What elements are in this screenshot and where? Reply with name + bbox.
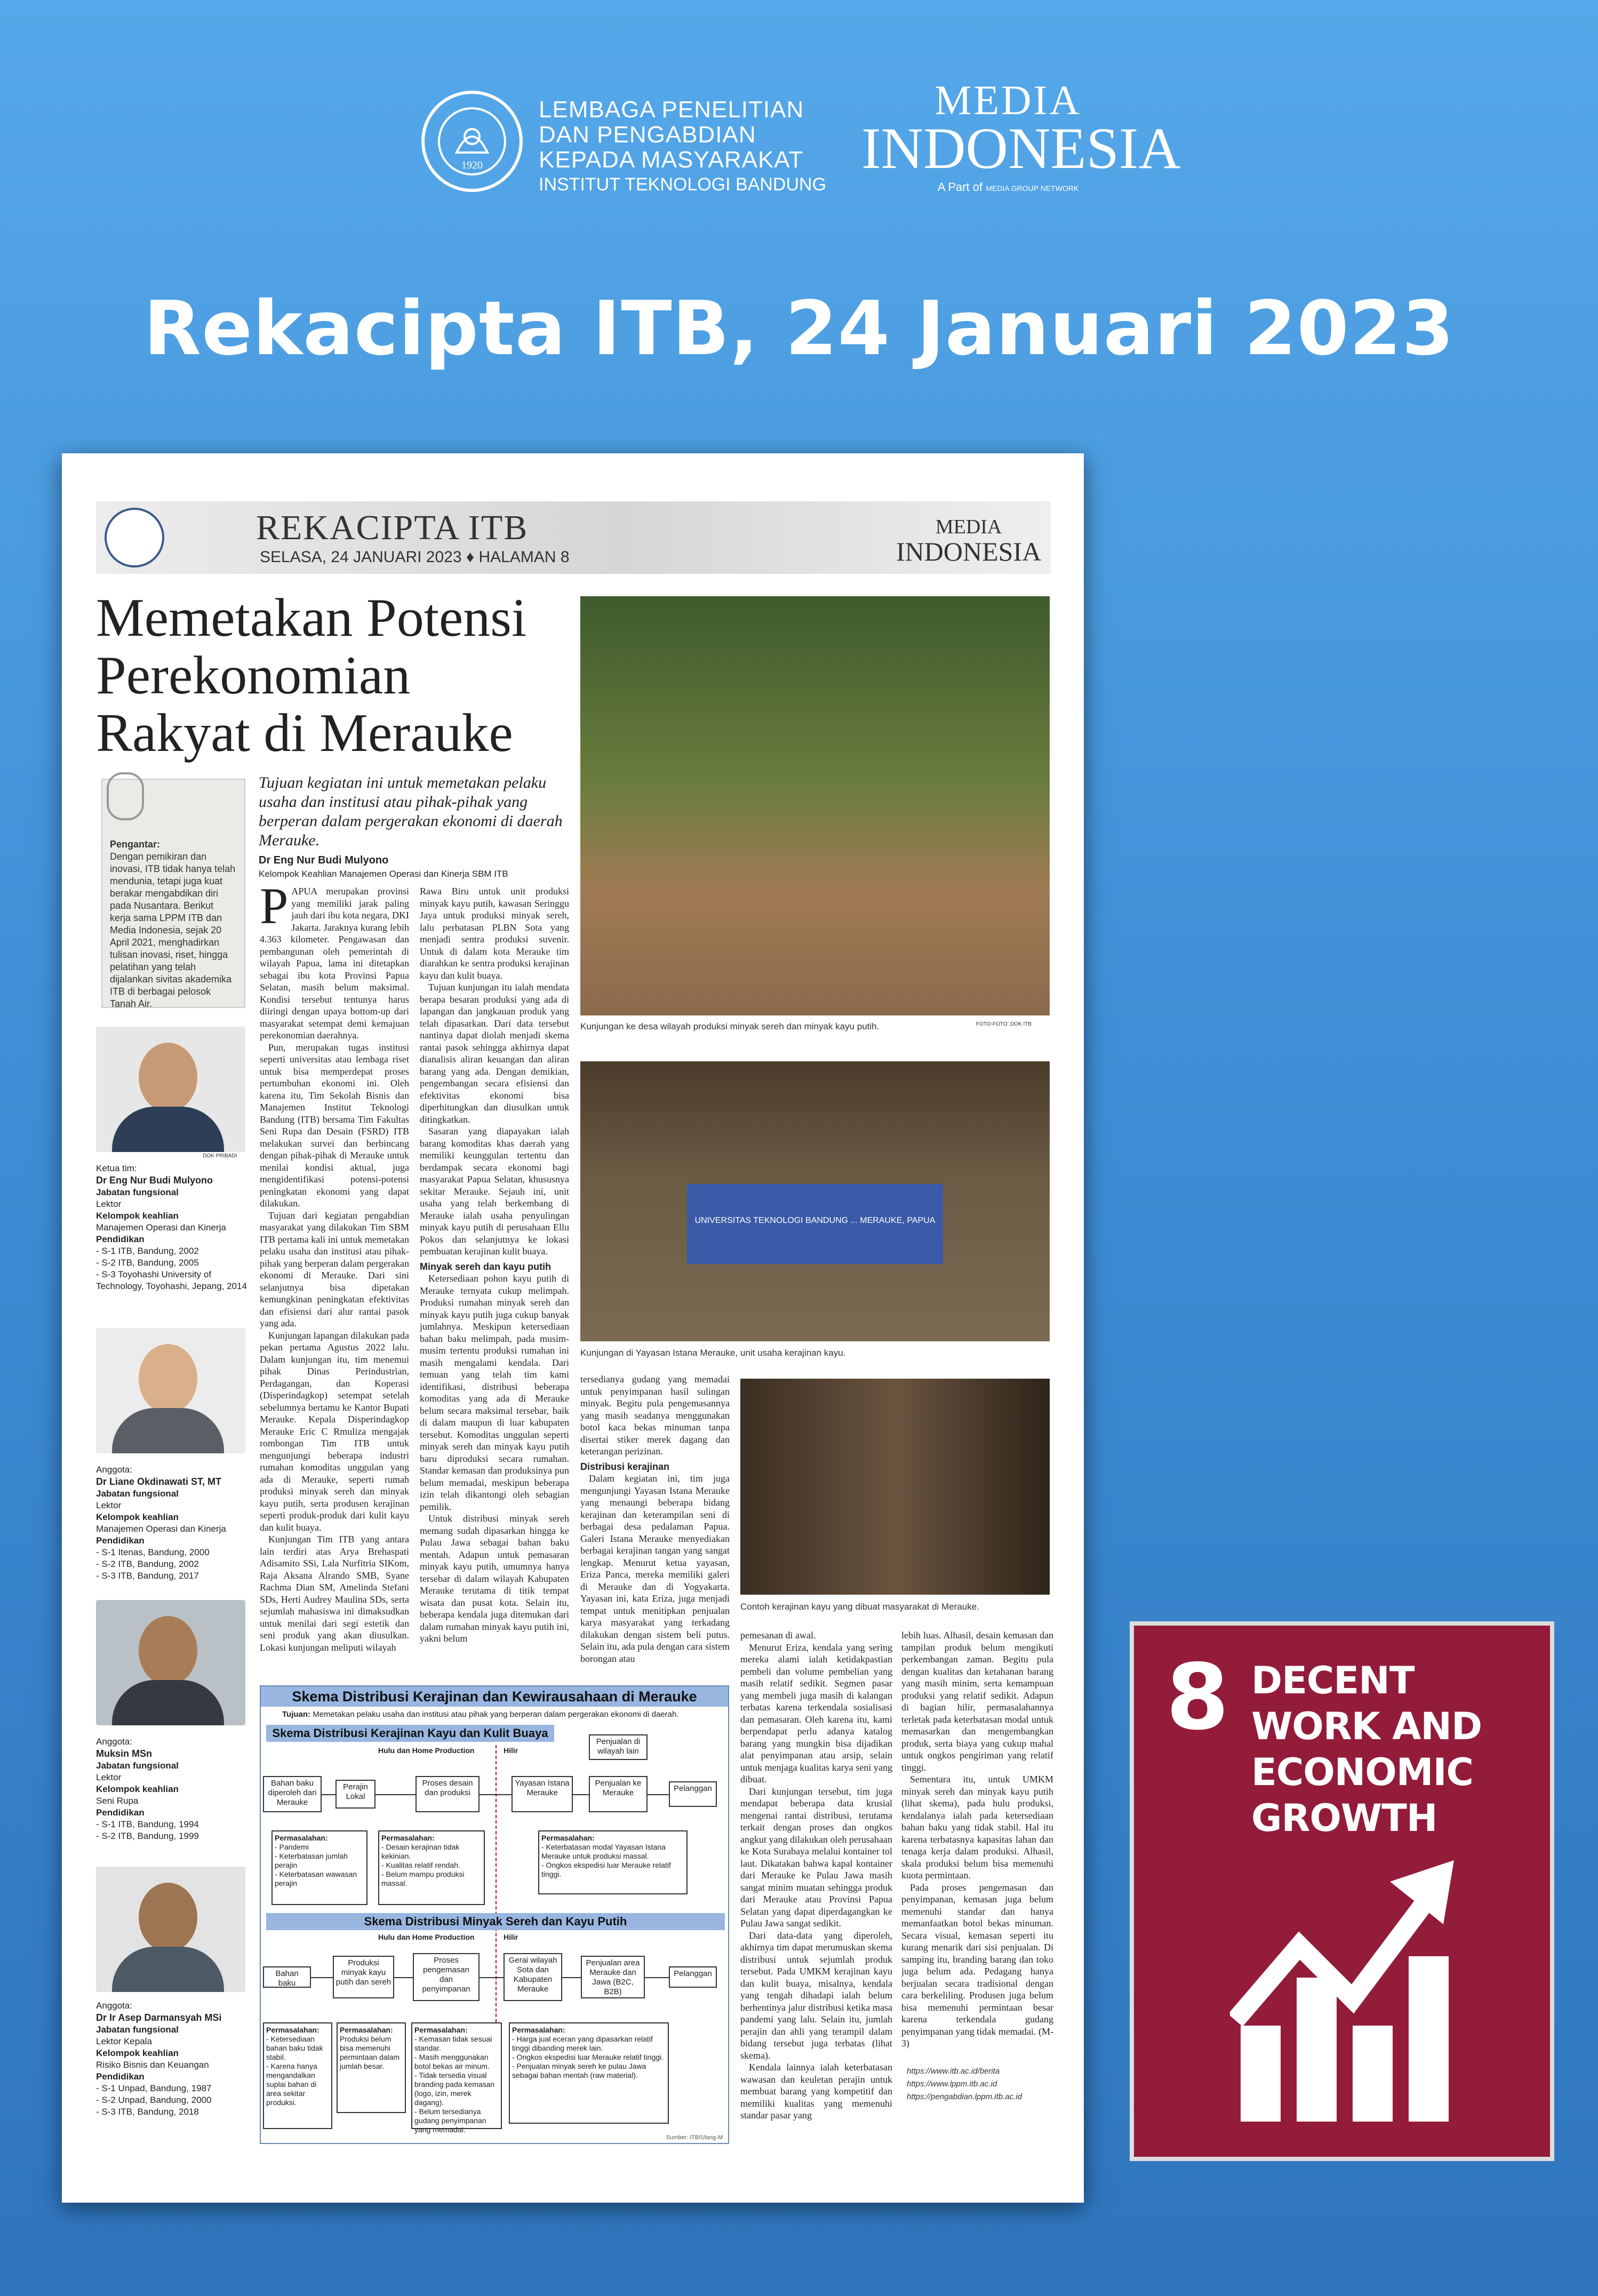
paragraph: Tujuan kunjungan itu ialah mendata berapa besaran produksi yang ada di lapangan dan jangkauan produk yang telah dipasarkan. Dari data tersebut nantinya dapat diolah menjadi skema rantai pasok sehingga akhirnya dapat dianalisis aliran keuangan dan aliran barang yang ada. Dengan demikian, pengembangan secara efisiensi dan efektivitas ekonomi bisa diperhitungkan dan diusulkan untuk ditingkatkan.	[420, 982, 569, 1125]
bio-name: Muksin MSn	[96, 1748, 153, 1759]
mi-part-label: A Part of	[937, 180, 983, 194]
photo-caption-2: Kunjungan di Yayasan Istana Merauke, unit usaha kerajinan kayu.	[580, 1348, 846, 1358]
bio-name: Dr Ir Asep Darmansyah MSi	[96, 2012, 222, 2023]
paragraph: lebih luas. Alhasil, desain kemasan dan tampilan produk belum mengikuti perkembangan zaman. Begitu pula dengan kualitas dan ketahanan barang yang masih minim, serta kemampuan produksi yang relatif sedikit. Adapun di bagian hilir, permasalahannya terletak pada keterbatasan modal untuk memasarkan dan mengembangkan produk, serta biaya yang cukup mahal untuk ongkos pengiriman yang relatif tinggi.	[901, 1630, 1053, 1773]
page-title: Rekacipta ITB, 24 Januari 2023	[143, 285, 1455, 372]
problem-text: - Ketersediaan bahan baku tidak stabil. - Karena hanya mengandalkan suplai bahan di area sekitar produksi.	[266, 2035, 323, 2107]
bio-value: Lektor	[96, 1500, 122, 1510]
paragraph: Kendala lainnya ialah keterbatasan wawasan dan keuletan perajin untuk membuat barang yang kompetitif dan memiliki kualitas yang memenuhi standar pasar yang	[740, 2062, 892, 2121]
bio-label: Jabatan fungsional	[96, 1761, 179, 1771]
problem-text: - Kemasan tidak sesuai standar. - Masih menggunakan botol bekas air minum. - Tidak tersedia visual branding pada kemasan (logo, izin, merek dagang). - Belum tersedianya gudang penyimpanan yang memadai.	[414, 2035, 495, 2134]
bio-value: - S-1 Unpad, Bandung, 1987 - S-2 Unpad, Bandung, 2000 - S-3 ITB, Bandung, 2018	[96, 2083, 212, 2117]
article-col-3	[580, 1373, 730, 1680]
article-headline: Memetakan Potensi Perekonomian Rakyat di Merauke	[96, 588, 527, 763]
goal-text: Memetakan pelaku usaha dan institusi atau pihak yang berperan dalam pergerakan ekonomi di daerah.	[313, 1710, 679, 1719]
s2-box: Bahan baku	[263, 1966, 311, 1988]
bio-name: Dr Liane Okdinawati ST, MT	[96, 1476, 222, 1487]
s2-box: Produksi minyak kayu putih dan sereh	[333, 1956, 394, 1998]
photo-credit-1: FOTO-FOTO: DOK ITB	[976, 1021, 1032, 1027]
bio-label: Kelompok keahlian	[96, 1211, 179, 1221]
paragraph: Dari kunjungan tersebut, tim juga mendapat beberapa data krusial mengenai rantai distribusi, terutama terkait dengan proses dan ongkos angkut yang dilakukan oleh perusahaan ke Kota Surabaya melalui kontainer tol laut. Dikatakan bahwa kapal kontainer dari Merauke ke Pulau Jawa masih sangat minim muatan sehingga produk dari Merauke atau Provinsi Papua Selatan yang dapat diperdagangkan ke Pulau Jawa sangat sedikit.	[740, 1786, 892, 1929]
hulu-label: Hulu dan Home Production	[378, 1746, 475, 1755]
bio-4	[96, 2000, 248, 2118]
arrow	[480, 1794, 512, 1795]
header-mi-line2: INDONESIA	[896, 537, 1042, 566]
s2-problem-4	[509, 2022, 669, 2124]
arrow	[562, 1977, 581, 1978]
distribution-diagram	[260, 1685, 729, 2144]
photo-caption-3: Contoh kerajinan kayu yang dibuat masyarakat di Merauke.	[740, 1602, 979, 1612]
media-indonesia-logo	[861, 77, 1181, 194]
photo-asep	[96, 1867, 245, 1992]
photo-liane	[96, 1328, 245, 1453]
article-deck: Tujuan kegiatan ini untuk memetakan pelaku usaha dan institusi atau pihak-pihak yang berperan dalam pergerakan ekonomi di daerah Merauke.	[259, 774, 563, 849]
paragraph: Kunjungan Tim ITB yang antara lain terdiri atas Arya Brehaspati Adisamito SSi, Lala Nurfitria SIKom, Raja Aksana Alrando SMB, Syane Rachma Dian SM, Amelinda Stefani SDs, Herti Audrey Maulina SDs, serta sejumlah mahasiswa ini dimaksudkan untuk menilai dari segi estetik dan seni produk yang akan diusulkan. Lokasi kunjungan meliputi wilayah	[260, 1534, 409, 1653]
article-col-1	[260, 885, 409, 1683]
arrow	[573, 1794, 589, 1795]
note-title: Pengantar:	[110, 839, 161, 850]
bio-label: Jabatan fungsional	[96, 2025, 179, 2035]
bio-role: Ketua tim:	[96, 1163, 137, 1173]
arrow	[645, 1977, 669, 1978]
bio-value: Lektor Kepala	[96, 2036, 152, 2046]
bio-value: Risiko Bisnis dan Keuangan	[96, 2060, 209, 2070]
paragraph: Menurut Eriza, kendala yang sering mereka alami ialah ketidakpastian pembeli dan volume pembelian yang masih relatif sedikit. Segmen pasar yang membeli juga masih di kalangan terbatas karena terkendala sosialisasi dan pemasaran. Oleh karena itu, kami berpendapat perlu adanya katalog barang yang mungkin bisa dijadikan alat penyimpanan atau arsip, selain untuk menjaga kualitas karya seni yang dibuat.	[740, 1642, 892, 1785]
bio-label: Kelompok keahlian	[96, 1784, 179, 1794]
link-pengabdian[interactable]: https://pengabdian.lppm.itb.ac.id	[907, 2092, 1022, 2101]
growth-chart-icon	[1230, 1850, 1470, 2127]
paragraph: APUA merupakan provinsi yang memiliki jarak paling jauh dari ibu kota negara, DKI Jakarta. Jaraknya kurang lebih 4.363 kilometer. Pengawasan dan pembangunan oleh pemerintah di wilayah Papua, lama ini ditetapkan sebagai ibu kota Provinsi Papua Selatan, masih belum maksimal. Kondisi tersebut tentunya harus diiringi dengan upaya bottom-up dari masyarakat setempat demi kemajuan perekonomian daerahnya.	[260, 886, 409, 1041]
arrow	[394, 1977, 413, 1978]
bio-value: Manajemen Operasi dan Kinerja	[96, 1524, 226, 1534]
s1-box: Perajin Lokal	[335, 1780, 375, 1809]
header-mi-line1: MEDIA	[935, 516, 1002, 538]
bio-value: Manajemen Operasi dan Kinerja	[96, 1222, 226, 1233]
article-col-4	[740, 1629, 892, 2184]
subheading: Minyak sereh dan kayu putih	[420, 1261, 552, 1272]
mi-logo-line1: MEDIA	[934, 77, 1082, 123]
article-col-5	[901, 1629, 1053, 2061]
bio-value: Lektor	[96, 1772, 122, 1782]
lppm-logo-text	[539, 97, 826, 197]
bio-label: Pendidikan	[96, 1807, 145, 1818]
scheme-1-title: Skema Distribusi Kerajinan Kayu dan Kulit Buaya	[266, 1725, 554, 1742]
paragraph: Pada proses pengemasan dan penyimpanan, kemasan juga belum memenuhi standar dan hanya memanfaatkan botol bekas minuman. Secara visual, kemasan seperti itu kurang menarik dari sisi penjualan. Di samping itu, branding barang dan toko juga belum ada. Pedagang hanya berjualan secara tradisional dengan cara berkeliling. Produsen juga belum bisa memenuhi permintaan besar karena terkendala gudang penyimpanan yang tidak memadai. (M-3)	[901, 1882, 1053, 2049]
hilir-label: Hilir	[504, 1746, 518, 1755]
problem-label: Permasalahan:	[512, 2026, 565, 2034]
sdg-title	[1251, 1658, 1550, 1841]
s1-problem-3	[538, 1830, 688, 1894]
arrow	[375, 1794, 416, 1795]
sdg-title-line1: DECENT WORK AND	[1251, 1659, 1482, 1748]
s2-problem-3	[411, 2022, 502, 2134]
s2-box: Pelanggan	[669, 1966, 717, 1988]
header-itb-seal-icon	[105, 508, 164, 567]
mi-network-label: MEDIA GROUP NETWORK	[986, 184, 1079, 193]
sdg-title-line2: ECONOMIC GROWTH	[1251, 1750, 1473, 1840]
problem-label: Permasalahan:	[275, 1834, 328, 1842]
arrow	[480, 1977, 504, 1978]
sdg-8-tile	[1130, 1621, 1554, 2161]
paragraph: pemesanan di awal.	[740, 1630, 816, 1641]
diagram-goal	[282, 1710, 679, 1719]
author-affiliation: Kelompok Keahlian Manajemen Operasi dan Kinerja SBM ITB	[259, 869, 508, 879]
paragraph: Dari data-data yang diperoleh, akhirnya tim dapat merumuskan skema distribusi untuk sejumlah produk tersebut. Pada UMKM kerajinan kayu dan kulit buaya, misalnya, kendala yang tengah dihadapi ialah belum berhentinya jalur distribusi ketika masa pandemi yang lalu. Selain itu, jumlah perajin dan ahli yang terampil dalam bidang tersebut juga terbatas (lihat skema).	[740, 1930, 892, 2061]
diagram-title: Skema Distribusi Kerajinan dan Kewirausahaan di Merauke	[261, 1686, 728, 1707]
arrow	[648, 1794, 669, 1795]
paragraph: Tujuan dari kegiatan pengabdian masyarakat yang dilakukan Tim SBM ITB pertama kali ini untuk memetakan pelaku usaha dan institusi atau pihak-pihak yang berperan dalam pergerakan ekonomi di Merauke. Dari sini selanjutnya bisa dipetakan kemungkinan peningkatan efektivitas dan efisiensi dari alur rantai pasok yang ada.	[260, 1210, 409, 1329]
paragraph: Untuk distribusi minyak sereh memang sudah dipasarkan hingga ke Pulau Jawa sebagai bahan baku mentah. Adapun untuk pemasaran minyak kayu putih, umumnya hanya tersebar di dalam wilayah Kabupaten Merauke terutama di titik tempat wisata dan pusat kota. Selain itu, beberapa kendala juga ditemukan dari dalam rumahan minyak kayu putih ini, yakni belum	[420, 1513, 569, 1644]
photo-wood-crafts	[740, 1379, 1050, 1595]
diagram-source: Sumber: ITB/Ulang-M	[666, 2134, 723, 2141]
bio-label: Pendidikan	[96, 1535, 145, 1546]
arrow	[322, 1794, 335, 1795]
s2-problem-1	[263, 2022, 332, 2129]
header-mi-logo	[896, 515, 1041, 564]
bio-label: Jabatan fungsional	[96, 1187, 179, 1197]
link-lppm[interactable]: https://www.lppm.itb.ac.id	[907, 2079, 997, 2089]
problem-text: - Desain kerajinan tidak kekinian. - Kualitas relatif rendah. - Belum mampu produksi massal.	[381, 1843, 465, 1887]
problem-label: Permasalahan:	[266, 2026, 319, 2034]
s1-box: Pelanggan	[669, 1781, 717, 1807]
s1-box: Penjualan di wilayah lain	[589, 1734, 648, 1760]
seal-year: 1920	[461, 159, 483, 171]
subheading: Distribusi kerajinan	[580, 1461, 670, 1472]
bio-name: Dr Eng Nur Budi Mulyono	[96, 1175, 213, 1186]
bio-value: Seni Rupa	[96, 1796, 139, 1806]
sdg-number: 8	[1166, 1645, 1229, 1750]
note-text: Dengan pemikiran dan inovasi, ITB tidak hanya telah mendunia, tetapi juga kuat berakar mengabdikan diri pada Nusantara. Berikut kerja sama LPPM ITB dan Media Indonesia, sejak 20 April 2021, menghadirkan tulisan inovasi, riset, hingga pelatihan yang telah dijalankan sivitas akademika ITB di berbagai pelosok Tanah Air.	[110, 851, 236, 1009]
photo-caption-1: Kunjungan ke desa wilayah produksi minyak sereh dan minyak kayu putih.	[580, 1021, 880, 1031]
paragraph: Kunjungan lapangan dilakukan pada pekan pertama Agustus 2022 lalu. Dalam kunjungan itu, tim menemui pihak Dinas Perindustrian, Perdagangan, dan Koperasi (Disperindagkop) setempat setelah sebelumnya bertamu ke Kantor Bupati Merauke. Kepala Disperindagkop Merauke Eric C Rmuliza mengajak rombongan Tim ITB untuk mengunjungi beberapa industri rumahan komoditas unggulan yang ada di Merauke, seperti rumah produksi minyak sereh dan minyak kayu putih, serta produsen kerajinan seperti produk-produk dari kulit kayu dan kulit buaya.	[260, 1330, 409, 1533]
s1-box: Yayasan Istana Merauke	[512, 1776, 573, 1812]
paragraph: Sementara itu, untuk UMKM minyak sereh dan minyak kayu putih (lihat skema), pada hulu produksi, kendalanya ialah pada ketersediaan bahan baku yang tidak stabil. Hal itu karena terbatasnya kapasitas lahan dan tenaga kerja dalam produksi. Alhasil, skala produksi belum bisa memenuhi kuota permintaan.	[901, 1774, 1053, 1881]
mi-part-of	[861, 180, 1155, 194]
bio-1	[96, 1163, 248, 1292]
bio-value: - S-1 Itenas, Bandung, 2000 - S-2 ITB, Bandung, 2002 - S-3 ITB, Bandung, 2017	[96, 1547, 210, 1581]
paperclip-icon	[107, 772, 144, 820]
hilir-divider	[496, 1745, 497, 2033]
s2-box: Penjualan area Merauke dan Jawa (B2C, B2B)	[581, 1956, 645, 1998]
lppm-line-1: LEMBAGA PENELITIAN	[539, 97, 804, 123]
scheme-2-title: Skema Distribusi Minyak Sereh dan Kayu Putih	[266, 1913, 725, 1930]
byline	[259, 853, 563, 881]
problem-label: Permasalahan:	[541, 1834, 595, 1842]
s1-problem-1	[271, 1830, 367, 1905]
s1-box: Bahan baku diperoleh dari Merauke	[263, 1776, 322, 1812]
goal-label: Tujuan:	[282, 1710, 311, 1719]
paragraph: Pun, merupakan tugas institusi seperti universitas atau lembaga riset untuk bisa memperdepat proses pertumbuhan ekonomi ini. Oleh karena itu, Tim Sekolah Bisnis dan Manajemen Institut Teknologi Bandung (ITB) bersama Tim Fakultas Seni Rupa dan Desain (FSRD) ITB melakukan survei dan berbincang dengan pihak-pihak di Merauke untuk menilai kondisi aktual, juga mengidentifikasi potensi-potensi peningkatan ekonomi yang dapat dilakukan.	[260, 1042, 409, 1209]
author-name: Dr Eng Nur Budi Mulyono	[259, 854, 389, 866]
bio-label: Kelompok keahlian	[96, 1512, 179, 1522]
issue-date: SELASA, 24 JANUARI 2023 ♦ HALAMAN 8	[260, 548, 570, 566]
bio-value: - S-1 ITB, Bandung, 2002 - S-2 ITB, Bandung, 2005 - S-3 Toyohashi University of Technology, Toyohashi, Jepang, 2014	[96, 1246, 247, 1291]
s2-box: Gerai wilayah Sota dan Kabupaten Merauke	[504, 1953, 562, 2001]
lppm-line-2: DAN PENGABDIAN	[539, 122, 756, 148]
bio-label: Pendidikan	[96, 1234, 145, 1244]
s1-box: Proses desain dan produksi	[416, 1776, 480, 1812]
itb-seal-logo	[421, 91, 523, 192]
dropcap: P	[260, 885, 289, 934]
problem-label: Permasalahan:	[381, 1834, 435, 1842]
article-col-2	[420, 885, 569, 1683]
bio-label: Kelompok keahlian	[96, 2048, 179, 2058]
s2-problem-2	[337, 2022, 406, 2113]
problem-text: - Pandemi - Keterbatasan jumlah perajin - Keterbatasan wawasan perajin	[275, 1843, 357, 1887]
arrow	[311, 1977, 333, 1978]
bio-role: Anggota:	[96, 1737, 133, 1747]
lppm-line-4: INSTITUT TEKNOLOGI BANDUNG	[539, 174, 827, 195]
problem-text: - Harga jual eceran yang dipasarkan relatif tinggi dibanding merek lain. - Ongkos ekspedisi luar Merauke relatif tinggi. - Penjualan minyak sereh ke pulau Jawa sebagai bahan mentah (raw material).	[512, 2035, 664, 2079]
problem-label: Permasalahan:	[414, 2026, 468, 2034]
problem-label: Permasalahan:	[340, 2026, 393, 2034]
photo-village-visit	[580, 596, 1050, 1015]
photo-yayasan-group	[580, 1061, 1050, 1341]
s1-problem-2	[378, 1830, 485, 1905]
photo-muksin	[96, 1600, 245, 1725]
yayasan-banner: UNIVERSITAS TEKNOLOGI BANDUNG ... MERAUKE, PAPUA	[687, 1184, 943, 1264]
link-itb-berita[interactable]: https://www.itb.ac.id/berita	[907, 2067, 1000, 2076]
bio-role: Anggota:	[96, 2001, 133, 2011]
section-name: REKACIPTA ITB	[256, 508, 529, 547]
bio-value: Lektor	[96, 1199, 122, 1209]
lppm-line-3: KEPADA MASYARAKAT	[539, 147, 804, 173]
bio-value: - S-1 ITB, Bandung, 1994 - S-2 ITB, Bandung, 1999	[96, 1819, 199, 1841]
paragraph: Dalam kegiatan ini, tim juga mengunjungi Yayasan Istana Merauke yang menaungi beberapa bidang kerajinan dan keterampilan seni di berbagai desa pedalaman Papua. Galeri Istana Merauke menyediakan berbagai kerajinan tangan yang sangat lengkap. Menurut ketua yayasan, Eriza Panca, mereka memiliki galeri di Merauke dan di Yogyakarta. Yayasan ini, kata Eriza, juga menjadi tempat untuk menitipkan penjualan karya masyarakat yang terkadang dilakukan dengan sistem beli putus. Selain itu, ada pula dengan cara sistem borongan atau	[580, 1473, 730, 1664]
photo-budi	[96, 1027, 245, 1152]
bio-label: Pendidikan	[96, 2071, 145, 2082]
bio-3	[96, 1736, 248, 1842]
reference-links	[907, 2065, 1056, 2103]
hulu-label: Hulu dan Home Production	[378, 1933, 475, 1941]
mi-logo-line2: INDONESIA	[861, 116, 1181, 181]
photo-credit: DOK PRIBADI	[203, 1153, 237, 1159]
s1-box: Penjualan ke Merauke	[589, 1776, 648, 1812]
problem-text: Produksi belum bisa memenuhi permintaan dalam jumlah besar.	[340, 2035, 400, 2070]
paragraph: tersedianya gudang yang memadai untuk penyimpanan hasil sulingan minyak. Begitu pula pengemasannya yang masih seadanya menggunakan botol kaca bekas minuman tanpa disertai stiker merek dagang dan keterangan perizinan.	[580, 1374, 730, 1457]
paragraph: Ketersediaan pohon kayu putih di Merauke ternyata cukup melimpah. Produksi rumahan minyak sereh dan minyak kayu putih juga cukup banyak jumlahnya. Meskipun ketersediaan bahan baku melimpah, pada musim-musim tertentu produksi rumahan ini masih mengalami kendala. Dari temuan yang telah tim kami identifikasi, distribusi beberapa komoditas yang ada di Merauke belum secara maksimal tersebar, baik di dalam maupun di luar kabupaten tersebut. Komoditas unggulan seperti minyak sereh dan minyak kayu putih baru diproduksi secara rumahan. Standar kemasan dan produksinya pun belum memadai, meskipun beberapa izin telah dikantongi oleh sebagian pemilik.	[420, 1273, 569, 1512]
bio-label: Jabatan fungsional	[96, 1489, 179, 1499]
paragraph: Sasaran yang diapayakan ialah barang komoditas khas daerah yang memiliki keunggulan tertentu dan berdampak secara ekonomi bagi masyarakat Papua Selatan, khususnya sekitar Merauke. Sejauh ini, unit usaha yang telah berkembang di Merauke ialah usaha penyulingan minyak kayu putih di perusahaan Ellu Pokos dan selanjutnya ke lokasi pembuatan kerajinan kulit buaya.	[420, 1126, 569, 1257]
hilir-label: Hilir	[504, 1933, 518, 1941]
problem-text: - Keterbatasan modal Yayasan Istana Merauke untuk produksi massal. - Ongkos ekspedisi luar Merauke relatif tinggi.	[541, 1843, 671, 1878]
s2-box: Proses pengemasan dan penyimpanan	[413, 1953, 480, 2001]
bio-role: Anggota:	[96, 1465, 133, 1475]
bio-2	[96, 1464, 248, 1582]
paragraph: Rawa Biru untuk unit produksi minyak kayu putih, kawasan Seringgu Jaya untuk produksi minyak sereh, lalu perbatasan PLBN Sota yang menjadi sentra produksi suvenir. Untuk di dalam kota Merauke tim diarahkan ke sentra produksi kerajinan kayu dan kulit buaya.	[420, 886, 569, 981]
